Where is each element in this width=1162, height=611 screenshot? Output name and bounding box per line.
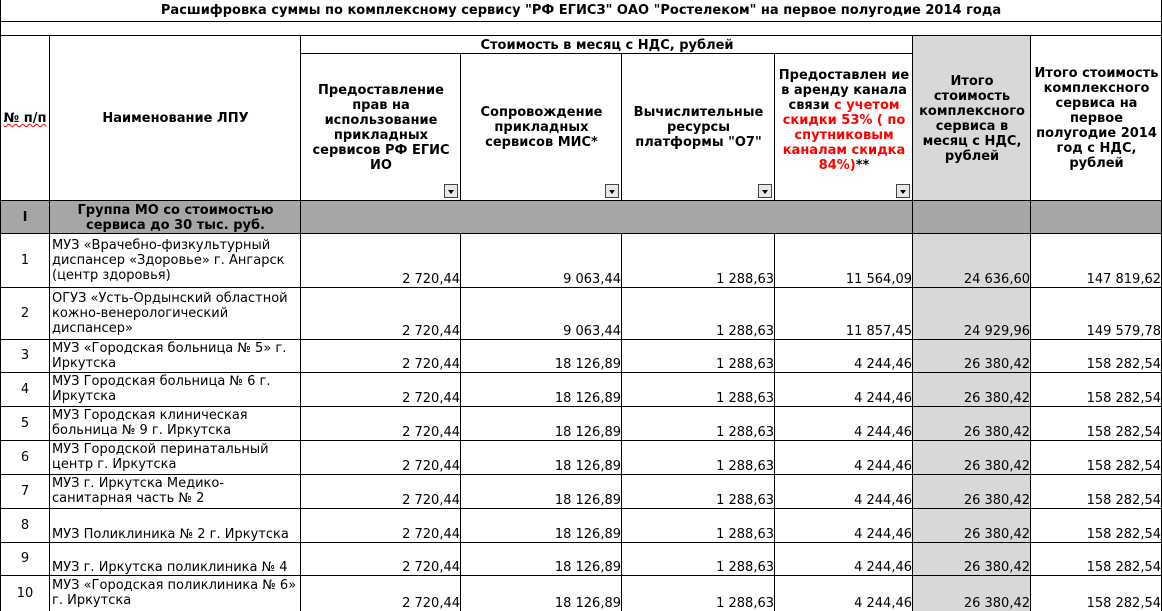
row-lpu-name: МУЗ «Городская поликлиника № 6» г. Иркутска [52, 578, 297, 608]
grid-v [621, 234, 622, 611]
header-num-label: № п/п [3, 111, 47, 126]
header-col1: Предоставление прав на использование прикладных сервисов РФ ЕГИС ИО [312, 82, 450, 173]
row-number: 7 [20, 483, 30, 499]
filter-col2-dropdown-icon[interactable] [605, 184, 619, 198]
grid-v [49, 36, 50, 611]
row-value-c1: 2 720,44 [402, 357, 460, 372]
grid-h [301, 53, 913, 54]
header-col4-text: Предоставлен ие в аренду канала связи [778, 68, 910, 113]
grid-h [0, 575, 1162, 576]
header-col4 [775, 54, 913, 201]
row-number: 8 [20, 517, 30, 533]
row-value-c5: 26 380,42 [963, 459, 1030, 474]
grid-h [0, 200, 1162, 201]
header-col4-red: с учетом скидки 53% ( по спутниковым каналам скидка 84%) [782, 98, 906, 173]
row-value-c6: 158 282,54 [1086, 493, 1161, 508]
row-value-c4: 4 244,46 [854, 391, 912, 406]
grid-h [0, 440, 1162, 441]
grid-v [460, 54, 461, 201]
grid-h [0, 233, 1162, 234]
row-lpu-name: МУЗ Городской перинатальный центр г. Иркутска [52, 442, 269, 472]
grid-h [0, 542, 1162, 543]
row-value-c3: 1 288,63 [716, 391, 774, 406]
grid-v [460, 234, 461, 611]
filter-col1-dropdown-icon[interactable] [444, 184, 458, 198]
row-value-c3: 1 288,63 [716, 324, 774, 339]
row-value-c2: 9 063,44 [563, 324, 621, 339]
row-number: 4 [20, 381, 30, 397]
header-group-cost: Стоимость в месяц с НДС, рублей [480, 37, 734, 53]
row-number: 5 [20, 415, 30, 431]
row-value-c3: 1 288,63 [716, 459, 774, 474]
row-value-c4: 4 244,46 [854, 596, 912, 611]
header-num [0, 36, 50, 201]
row-value-c1: 2 720,44 [402, 596, 460, 611]
row-value-c4: 11 857,45 [845, 324, 912, 339]
grid-v [912, 36, 913, 611]
header-col2: Сопровождение прикладных сервисов МИС* [480, 105, 603, 150]
grid-v [774, 234, 775, 611]
grid-h [0, 339, 1162, 340]
row-value-c4: 4 244,46 [854, 459, 912, 474]
row-value-c5: 26 380,42 [963, 391, 1030, 406]
header-lpu: Наименование ЛПУ [102, 111, 249, 126]
row-value-c4: 4 244,46 [854, 493, 912, 508]
row-value-c1: 2 720,44 [402, 324, 460, 339]
row-value-c5: 26 380,42 [963, 596, 1030, 611]
row-value-c6: 158 282,54 [1086, 357, 1161, 372]
row-value-c6: 158 282,54 [1086, 596, 1161, 611]
row-number: 1 [20, 253, 30, 268]
row-lpu-name: МУЗ г. Иркутска поликлиника № 4 [52, 560, 288, 575]
row-lpu-name: МУЗ Поликлиника № 2 г. Иркутска [52, 527, 289, 542]
grid-h [0, 508, 1162, 509]
row-value-c1: 2 720,44 [402, 459, 460, 474]
row-value-c1: 2 720,44 [402, 560, 460, 575]
header-col6: Итого стоимость комплексного сервиса на первое полугодие 2014 год с НДС, рублей [1034, 66, 1159, 171]
row-value-c5: 26 380,42 [963, 425, 1030, 440]
header-col4-tail: ** [855, 158, 870, 173]
grid-v [1030, 36, 1031, 611]
row-value-c3: 1 288,63 [716, 425, 774, 440]
row-number: 3 [20, 348, 30, 363]
row-value-c5: 26 380,42 [963, 357, 1030, 372]
row-value-c6: 149 579,78 [1086, 324, 1161, 339]
row-lpu-name: ОГУЗ «Усть-Ордынский областной кожно-венерологический диспансер» [52, 290, 288, 336]
row-value-c5: 26 380,42 [963, 493, 1030, 508]
row-value-c1: 2 720,44 [402, 272, 460, 287]
row-value-c3: 1 288,63 [716, 527, 774, 542]
row-value-c6: 147 819,62 [1086, 272, 1161, 287]
row-value-c2: 18 126,89 [554, 459, 621, 474]
row-lpu-name: МУЗ «Врачебно-физкультурный диспансер «Здоровье» г. Ангарск (центр здоровья) [52, 238, 285, 283]
row-value-c2: 18 126,89 [554, 425, 621, 440]
row-lpu-name: МУЗ Городская клиническая больница № 9 г. Иркутска [52, 408, 248, 438]
row-value-c2: 18 126,89 [554, 560, 621, 575]
grid-v [300, 36, 301, 611]
row-value-c2: 18 126,89 [554, 357, 621, 372]
row-value-c4: 4 244,46 [854, 527, 912, 542]
grid-h [0, 474, 1162, 475]
grid-v [621, 54, 622, 201]
row-value-c3: 1 288,63 [716, 596, 774, 611]
row-number: 2 [20, 305, 30, 321]
row-value-c4: 4 244,46 [854, 357, 912, 372]
row-value-c2: 18 126,89 [554, 391, 621, 406]
row-lpu-name: МУЗ г. Иркутска Медико-санитарная часть № 2 [52, 476, 225, 506]
row-lpu-name: МУЗ «Городская больница № 5» г. Иркутска [52, 340, 287, 371]
row-value-c5: 24 929,96 [963, 324, 1030, 339]
row-value-c1: 2 720,44 [402, 425, 460, 440]
row-value-c1: 2 720,44 [402, 527, 460, 542]
row-value-c4: 4 244,46 [854, 425, 912, 440]
row-number: 9 [20, 551, 30, 566]
filter-col3-dropdown-icon[interactable] [758, 184, 772, 198]
grid-h [0, 406, 1162, 407]
row-value-c5: 26 380,42 [963, 527, 1030, 542]
row-number: 10 [16, 585, 34, 601]
row-value-c6: 158 282,54 [1086, 527, 1161, 542]
group-label: Группа МО со стоимостью сервиса до 30 тыс. руб. [77, 202, 274, 233]
row-value-c4: 11 564,09 [845, 272, 912, 287]
row-value-c1: 2 720,44 [402, 493, 460, 508]
row-value-c2: 9 063,44 [563, 272, 621, 287]
header-col3: Вычислительные ресурсы платформы "О7" [633, 105, 764, 150]
sheet-title: Расшифровка суммы по комплексному сервису "РФ ЕГИСЗ" ОАО "Ростелеком" на первое полугодие 2014 года [0, 0, 1162, 22]
grid-h [0, 35, 1162, 36]
grid-v [0, 0, 1, 611]
row-lpu-name: МУЗ Городская больница № 6 г. Иркутска [52, 374, 271, 404]
row-value-c5: 26 380,42 [963, 560, 1030, 575]
row-value-c3: 1 288,63 [716, 560, 774, 575]
row-value-c3: 1 288,63 [716, 493, 774, 508]
row-value-c6: 158 282,54 [1086, 425, 1161, 440]
filter-col4-dropdown-icon[interactable] [896, 184, 910, 198]
header-col5: Итого стоимость комплексного сервиса в месяц с НДС, рублей [919, 73, 1025, 164]
row-value-c3: 1 288,63 [716, 357, 774, 372]
row-value-c4: 4 244,46 [854, 560, 912, 575]
row-value-c2: 18 126,89 [554, 596, 621, 611]
grid-h [0, 287, 1162, 288]
grid-h [0, 372, 1162, 373]
row-value-c6: 158 282,54 [1086, 391, 1161, 406]
row-value-c6: 158 282,54 [1086, 560, 1161, 575]
grid-v [774, 54, 775, 201]
row-value-c5: 24 636,60 [963, 272, 1030, 287]
row-value-c2: 18 126,89 [554, 493, 621, 508]
row-number: 6 [20, 449, 30, 465]
group-num: I [22, 210, 28, 225]
row-value-c2: 18 126,89 [554, 527, 621, 542]
row-value-c1: 2 720,44 [402, 391, 460, 406]
row-value-c6: 158 282,54 [1086, 459, 1161, 474]
row-value-c3: 1 288,63 [716, 272, 774, 287]
